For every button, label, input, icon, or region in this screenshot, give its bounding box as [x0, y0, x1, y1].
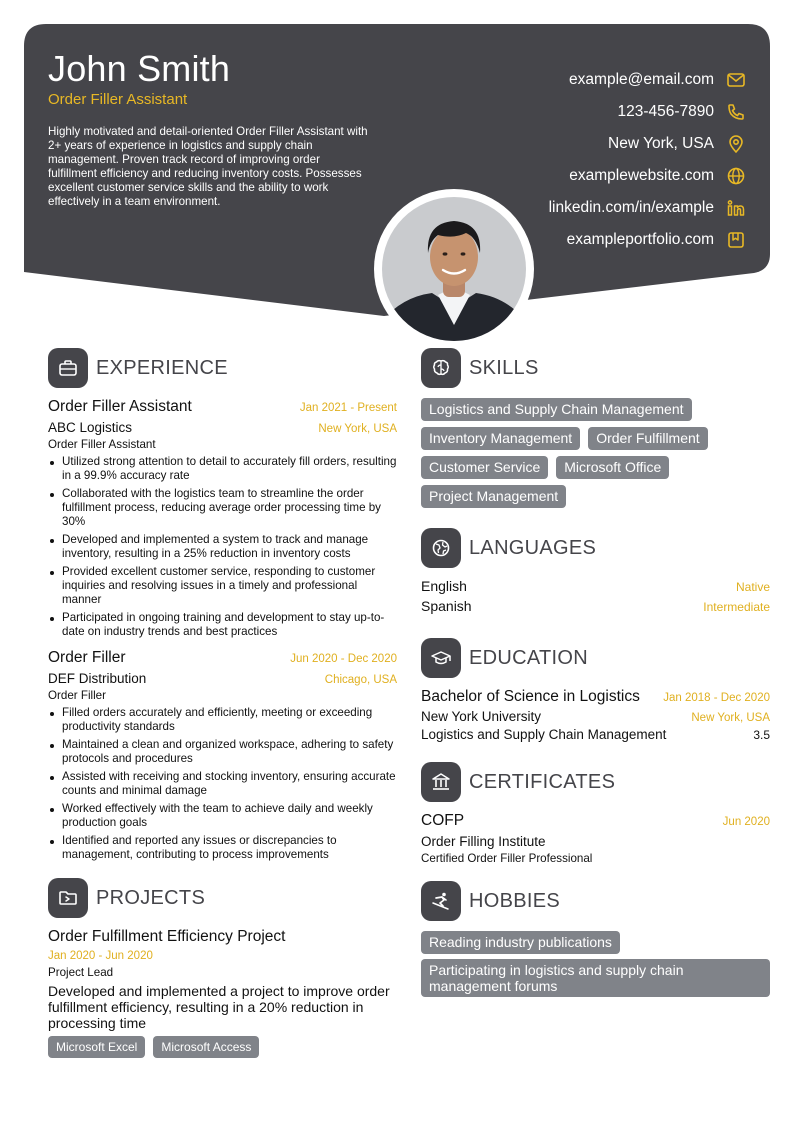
education-school: New York University: [421, 709, 542, 724]
project-tags: [48, 1036, 397, 1058]
job-entry: [48, 398, 397, 639]
certificate-issuer: Order Filling Institute: [421, 834, 546, 849]
education-title: EDUCATION: [469, 646, 588, 669]
education-dates: Jan 2018 - Dec 2020: [663, 692, 770, 704]
job-entry: [48, 649, 397, 862]
brain-icon: [421, 348, 461, 388]
skill-tag: Project Management: [421, 485, 566, 508]
project-description: Developed and implemented a project to improve order fulfillment efficiency, resulting in a 20% reduction in processing time: [48, 983, 390, 1031]
language-row: [421, 598, 770, 618]
list-item: Maintained a clean and organized workspace, adhering to safety protocols and procedures: [48, 738, 397, 766]
mail-icon: [726, 70, 746, 90]
skill-tag: Inventory Management: [421, 427, 580, 450]
location-icon: [726, 134, 746, 154]
hobby-tag: Participating in logistics and supply chain management forums: [421, 959, 770, 997]
certificate-row: [421, 812, 770, 830]
language-level: Intermediate: [703, 600, 770, 614]
contact-phone-text[interactable]: 123-456-7890: [617, 103, 714, 120]
list-item: Developed and implemented a system to track and manage inventory, resulting in a 25% reduction in inventory costs: [48, 533, 397, 561]
job-location: Chicago, USA: [324, 674, 397, 686]
list-item: Collaborated with the logistics team to streamline the order fulfillment process, reducing average order processing time by 30%: [48, 487, 397, 529]
job-title: Order Filler Assistant: [48, 398, 192, 415]
skills-tags: [421, 398, 770, 508]
project-tag: Microsoft Access: [153, 1036, 259, 1058]
list-item: Filled orders accurately and efficiently, meeting or exceeding productivity standards: [48, 706, 397, 734]
hobbies-list: [421, 931, 770, 997]
skill-tag: Logistics and Supply Chain Management: [421, 398, 692, 421]
summary-text: Highly motivated and detail-oriented Order Filler Assistant with 2+ years of experience in logistics and supply chain management. Proven track record of improving order fulfillment efficiency and reducing inventory costs. Possesses excellent customer service skills and the ability to work effectively in a team environment.: [48, 125, 368, 208]
contact-website[interactable]: [446, 160, 746, 192]
project-role: Project Lead: [48, 966, 114, 979]
education-gpa: 3.5: [753, 728, 770, 742]
project-dates: Jan 2020 - Jun 2020: [48, 950, 153, 962]
contact-location-text: New York, USA: [608, 135, 714, 152]
contact-website-text[interactable]: examplewebsite.com: [569, 167, 714, 184]
list-item: Identified and reported any issues or discrepancies to management, contributing to process improvements: [48, 834, 397, 862]
hobbies-header: [421, 881, 770, 921]
experience-title: EXPERIENCE: [96, 356, 228, 379]
skill-tag: Customer Service: [421, 456, 548, 479]
skill-tag: Microsoft Office: [556, 456, 669, 479]
certificate-full-name: Certified Order Filler Professional: [421, 852, 593, 865]
language-level: Native: [735, 580, 770, 594]
globe-icon: [726, 166, 746, 186]
project-tag: Microsoft Excel: [48, 1036, 145, 1058]
experience-header: [48, 348, 397, 388]
job-company: ABC Logistics: [48, 420, 133, 435]
project-entry: [48, 928, 397, 1058]
languages-title: LANGUAGES: [469, 536, 597, 559]
contact-portfolio-text[interactable]: exampleportfolio.com: [566, 231, 714, 248]
education-school-row: [421, 709, 770, 724]
certificate-date: Jun 2020: [722, 816, 770, 828]
certificate-name: COFP: [421, 812, 465, 829]
avatar-portrait: [382, 197, 526, 341]
education-header: [421, 638, 770, 678]
job-position: Order Filler Assistant: [48, 438, 156, 451]
project-name: Order Fulfillment Efficiency Project: [48, 928, 286, 945]
hobbies-title: HOBBIES: [469, 889, 561, 912]
job-dates: Jan 2021 - Present: [299, 402, 397, 414]
list-item: Participated in ongoing training and development to stay up-to-date on industry trends and best practices: [48, 611, 397, 639]
language-icon: [421, 528, 461, 568]
language-name: English: [421, 578, 467, 594]
skills-header: [421, 348, 770, 388]
education-location: New York, USA: [691, 712, 770, 724]
job-bullets: [48, 706, 397, 862]
education-degree-row: [421, 688, 770, 706]
candidate-name: John Smith: [48, 48, 231, 89]
portfolio-icon: [726, 230, 746, 250]
education-field-row: [421, 727, 770, 742]
right-column: [421, 348, 770, 997]
folder-icon: [48, 878, 88, 918]
education-degree: Bachelor of Science in Logistics: [421, 688, 640, 705]
briefcase-icon: [48, 348, 88, 388]
hobby-tag: Reading industry publications: [421, 931, 620, 954]
contact-linkedin-text[interactable]: linkedin.com/in/example: [548, 199, 714, 216]
contact-location: [446, 128, 746, 160]
contact-phone[interactable]: [446, 96, 746, 128]
job-company: DEF Distribution: [48, 671, 147, 686]
graduation-cap-icon: [421, 638, 461, 678]
job-title: Order Filler: [48, 649, 126, 666]
language-name: Spanish: [421, 598, 472, 614]
contact-email-text[interactable]: example@email.com: [569, 71, 714, 88]
skills-title: SKILLS: [469, 356, 539, 379]
certificates-header: [421, 762, 770, 802]
list-item: Utilized strong attention to detail to accurately fill orders, resulting in a 99.9% accuracy rate: [48, 455, 397, 483]
list-item: Provided excellent customer service, responding to customer inquiries and resolving issues in a timely and professional manner: [48, 565, 397, 607]
skiing-icon: [421, 881, 461, 921]
languages-header: [421, 528, 770, 568]
certificates-title: CERTIFICATES: [469, 770, 616, 793]
education-field: Logistics and Supply Chain Management: [421, 727, 667, 742]
job-position: Order Filler: [48, 689, 106, 702]
projects-title: PROJECTS: [96, 886, 206, 909]
linkedin-icon: [726, 198, 746, 218]
left-column: [48, 348, 397, 1058]
institution-icon: [421, 762, 461, 802]
list-item: Worked effectively with the team to achieve daily and weekly production goals: [48, 802, 397, 830]
header-panel: [24, 24, 770, 316]
projects-header: [48, 878, 397, 918]
skill-tag: Order Fulfillment: [588, 427, 707, 450]
candidate-role: Order Filler Assistant: [48, 91, 188, 108]
job-bullets: [48, 455, 397, 639]
job-dates: Jun 2020 - Dec 2020: [290, 653, 397, 665]
phone-icon: [726, 102, 746, 122]
avatar: [374, 189, 534, 349]
job-location: New York, USA: [318, 423, 397, 435]
contact-email[interactable]: [446, 64, 746, 96]
list-item: Assisted with receiving and stocking inventory, ensuring accurate counts and minimal damage: [48, 770, 397, 798]
language-row: [421, 578, 770, 598]
